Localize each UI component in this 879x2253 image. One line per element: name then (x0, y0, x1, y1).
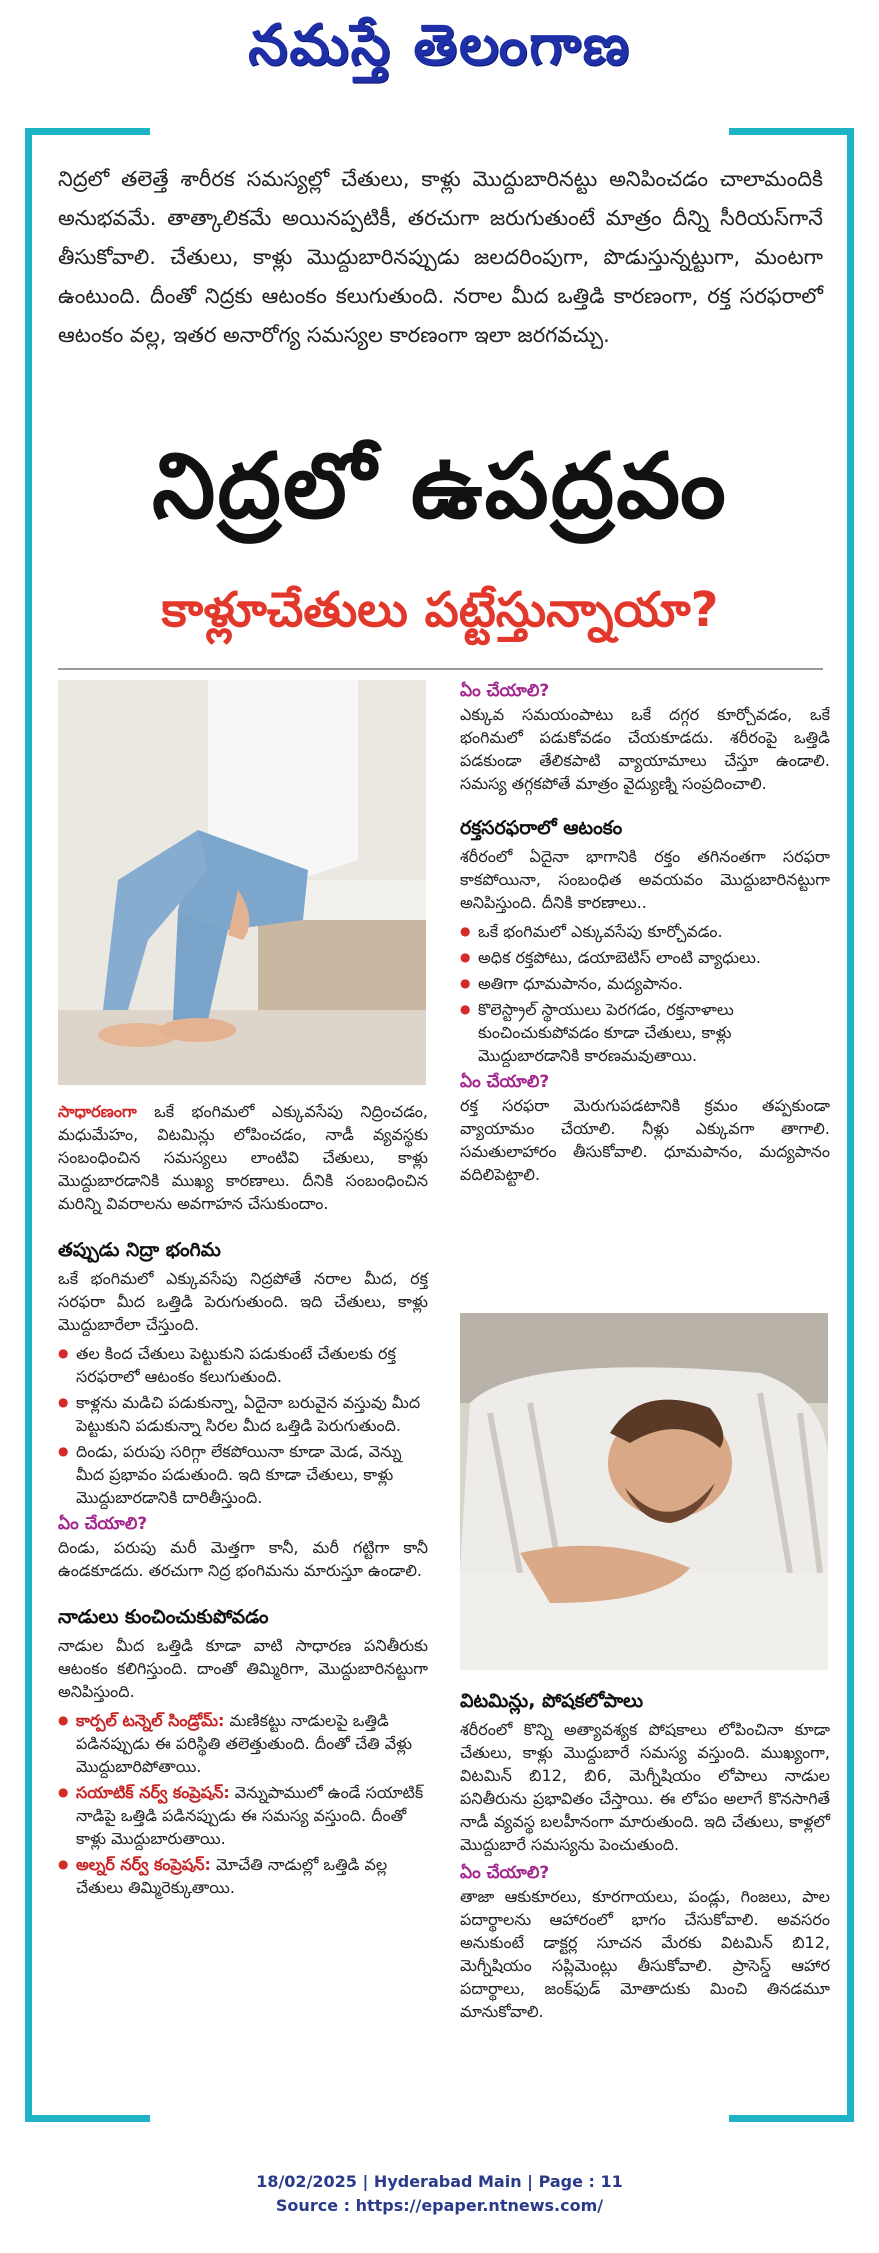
list-item: ● ఒకే భంగిమలో ఎక్కువసేపు కూర్చోవడం. (460, 920, 830, 943)
source-link[interactable]: Source : https://epaper.ntnews.com/ (275, 2196, 604, 2215)
divider (58, 668, 823, 670)
list-item: ● కొలెస్ట్రాల్ స్థాయులు పెరగడం, రక్తనాళాలు కుంచించుకుపోవడం కూడా చేతులు, కాళ్లు మొద్దుబారడానికి కారణమవుతాయి. (460, 998, 830, 1067)
term: కార్పల్ టన్నెల్ సిండ్రోమ్: (76, 1711, 225, 1730)
section-text-vitamins: శరీరంలో కొన్ని అత్యావశ్యక పోషకాలు లోపించినా కూడా చేతులు, కాళ్లు మొద్దుబారే సమస్య వస్తుంది. ముఖ్యంగా, విటమిన్ బి12, బి6, మెగ్నీషియం లోపాలు నాడుల పనితీరును ప్రభావితం చేస్తాయి. ఈ లోపం అలాగే కొనసాగితే నాడీ వ్యవస్థ బలహీనంగా మారుతుంది. ఇది చేతులు, కాళ్లలో మొద్దుబారే సమస్యను పెంచుతుంది. (460, 1720, 830, 1854)
section-title-blood-supply: రక్తసరఫరాలో ఆటంకం (460, 817, 623, 839)
frame-right-border (847, 128, 854, 2122)
right-column-top (460, 680, 830, 1192)
section-text-nerve-compression: నాడుల మీద ఒత్తిడి కూడా వాటి సాధారణ పనితీరుకు ఆటంకం కలిగిస్తుంది. దాంతో తిమ్మిరిగా, మొద్దుబారినట్టుగా అనిపిస్తుంది. (58, 1636, 428, 1701)
what-to-do-heading: ఏం చేయాలి? (58, 1514, 148, 1534)
frame-top-right-border (729, 128, 854, 135)
list-item: ● తల కింద చేతులు పెట్టుకుని పడుకుంటే చేతులకు రక్త సరఫరాలో ఆటంకం కలుగుతుంది. (58, 1342, 428, 1388)
section-title-sleep-posture: తప్పుడు నిద్రా భంగిమ (58, 1239, 221, 1261)
frame-top-left-border (25, 128, 150, 135)
lead-word: సాధారణంగా (58, 1102, 137, 1121)
section-title-vitamins: విటమిన్లు, పోషకలోపాలు (460, 1690, 644, 1712)
list-item: ● అధిక రక్తపోటు, డయాబెటిస్ లాంటి వ్యాధులు. (460, 946, 830, 969)
section-title-nerve-compression: నాడులు కుంచించుకుపోవడం (58, 1606, 269, 1628)
photo-leg-numbness (58, 680, 426, 1085)
what-to-do-text: దిండు, పరుపు మరీ మెత్తగా కానీ, మరీ గట్టిగా కానీ ఉండకూడదు. తరచుగా నిద్ర భంగిమను మారుస్తూ ఉండాలి. (58, 1538, 428, 1580)
newspaper-logo: నమస్తే తెలంగాణ (248, 12, 631, 78)
photo-sleeping-illustration (460, 1313, 828, 1670)
term-description: వెన్నుపాములో ఉండే సయాటిక్ నాడిపై ఒత్తిడి పడినప్పుడు ఈ సమస్య వస్తుంది. దీంతో కాళ్లు మొద్దుబారుతాయి. (76, 1783, 424, 1848)
section-text-blood-supply: శరీరంలో ఏదైనా భాగానికి రక్తం తగినంతగా సరఫరా కాకపోయినా, సంబంధిత అవయవం మొద్దుబారినట్టుగా అనిపిస్తుంది. దీనికి కారణాలు.. (460, 847, 830, 912)
what-to-do-text: తాజా ఆకుకూరలు, కూరగాయలు, పండ్లు, గింజలు, పాల పదార్థాలను ఆహారంలో భాగం చేసుకోవాలి. అవసరం అనుకుంటే డాక్టర్ల సూచన మేరకు విటమిన్ బి12, మెగ్నీషియం సప్లిమెంట్లు తీసుకోవాలి. ప్రాసెస్డ్ ఆహార పదార్థాలు, జంక్‌ఫుడ్ మోతాదుకు మించి తినడమూ మానుకోవాలి. (460, 1887, 830, 2021)
article-headline: నిద్రలో ఉపద్రవం (152, 434, 728, 539)
list-item (58, 1853, 428, 1899)
term-description: మణికట్టు నాడులపై ఒత్తిడి పడినప్పుడు ఈ పరిస్థితి తలెత్తుతుంది. దీంతో చేతి వేళ్లు మొద్దుబారిపోతాయి. (76, 1711, 413, 1776)
list-item: ● అతిగా ధూమపానం, మద్యపానం. (460, 972, 830, 995)
term-description: మోచేతి నాడుల్లో ఒత్తిడి వల్ల చేతులు తిమ్మిరెక్కుతాయి. (76, 1855, 388, 1897)
what-to-do-heading: ఏం చేయాలి? (460, 1072, 550, 1092)
section-text-sleep-posture: ఒకే భంగిమలో ఎక్కువసేపు నిద్రపోతే నరాల మీద, రక్త సరఫరా మీద ఒత్తిడి పెరుగుతుంది. ఇది చేతులు, కాళ్లు మొద్దుబారేలా చేస్తుంది. (58, 1269, 428, 1334)
left-intro-paragraph (58, 1100, 428, 1215)
frame-bottom-right-border (729, 2115, 854, 2122)
nerve-compression-list (58, 1709, 428, 1899)
right-column-bottom (460, 1690, 830, 2029)
term: సయాటిక్ నర్వ్ కంప్రెషన్: (76, 1783, 230, 1802)
left-intro-text: ఒకే భంగిమలో ఎక్కువసేపు నిద్రించడం, మధుమేహం, విటమిన్లు లోపించడం, నాడీ వ్యవస్థకు సంబంధించిన సమస్యలు లాంటివి చేతులు, కాళ్లు మొద్దుబారడానికి ముఖ్య కారణాలు. దీనికి సంబంధించిన మరిన్ని వివరాలను అవగాహన చేసుకుందాం. (58, 1102, 428, 1213)
term: అల్నర్ నర్వ్ కంప్రెషన్: (76, 1855, 211, 1874)
what-to-do-text: రక్త సరఫరా మెరుగుపడటానికి క్రమం తప్పకుండా వ్యాయామం చేయాలి. నీళ్లు ఎక్కువగా తాగాలి. సమతులాహారం తీసుకోవాలి. ధూమపానం, మద్యపానం వదిలిపెట్టాలి. (460, 1096, 830, 1184)
photo-man-sleeping (460, 1313, 828, 1670)
list-item (58, 1709, 428, 1778)
list-item (58, 1781, 428, 1850)
what-to-do-text: ఎక్కువ సమయంపాటు ఒకే దగ్గర కూర్చోవడం, ఒకే భంగిమలో పడుకోవడం చేయకూడదు. శరీరంపై ఒత్తిడి పడకుండా తేలికపాటి వ్యాయామాలు చేస్తూ ఉండాలి. సమస్య తగ్గకపోతే మాత్రం వైద్యుణ్ని సంప్రదించాలి. (460, 705, 830, 793)
blood-supply-list (460, 920, 830, 1067)
article-intro: నిద్రలో తలెత్తే శారీరక సమస్యల్లో చేతులు, కాళ్లు మొద్దుబారినట్టు అనిపించడం చాలామందికి అనుభవమే. తాత్కాలికమే అయినప్పటికీ, తరచుగా జరుగుతుంటే మాత్రం దీన్ని సీరియస్‌గానే తీసుకోవాలి. చేతులు, కాళ్లు మొద్దుబారినప్పుడు జలదరింపుగా, పొడుస్తున్నట్టుగా, మంటగా ఉంటుంది. దీంతో నిద్రకు ఆటంకం కలుగుతుంది. నరాల మీద ఒత్తిడి కారణంగా, రక్త సరఫరాలో ఆటంకం వల్ల, ఇతర అనారోగ్య సమస్యల కారణంగా ఇలా జరగవచ్చు. (58, 167, 823, 347)
article-subheadline: కాళ్లూచేతులు పట్టేస్తున్నాయా? (161, 582, 719, 638)
list-item: ● కాళ్లను మడిచి పడుకున్నా, ఏదైనా బరువైన వస్తువు మీద పెట్టుకుని పడుకున్నా సిరల మీద ఒత్తిడి పెరుగుతుంది. (58, 1391, 428, 1437)
frame-left-border (25, 128, 32, 2122)
masthead (0, 0, 879, 110)
list-item: ● దిండు, పరుపు సరిగ్గా లేకపోయినా కూడా మెడ, వెన్ను మీద ప్రభావం పడుతుంది. ఇది కూడా చేతులు, కాళ్లు మొద్దుబారడానికి దారితీస్తుంది. (58, 1440, 428, 1509)
photo-leg-illustration (58, 680, 426, 1085)
frame-bottom-left-border (25, 2115, 150, 2122)
sleep-posture-list (58, 1342, 428, 1509)
page-footer (0, 2170, 879, 2218)
what-to-do-heading: ఏం చేయాలి? (460, 1863, 550, 1883)
edition-info: 18/02/2025 | Hyderabad Main | Page : 11 (256, 2172, 623, 2191)
left-column (58, 1100, 428, 1903)
what-to-do-heading: ఏం చేయాలి? (460, 681, 550, 701)
